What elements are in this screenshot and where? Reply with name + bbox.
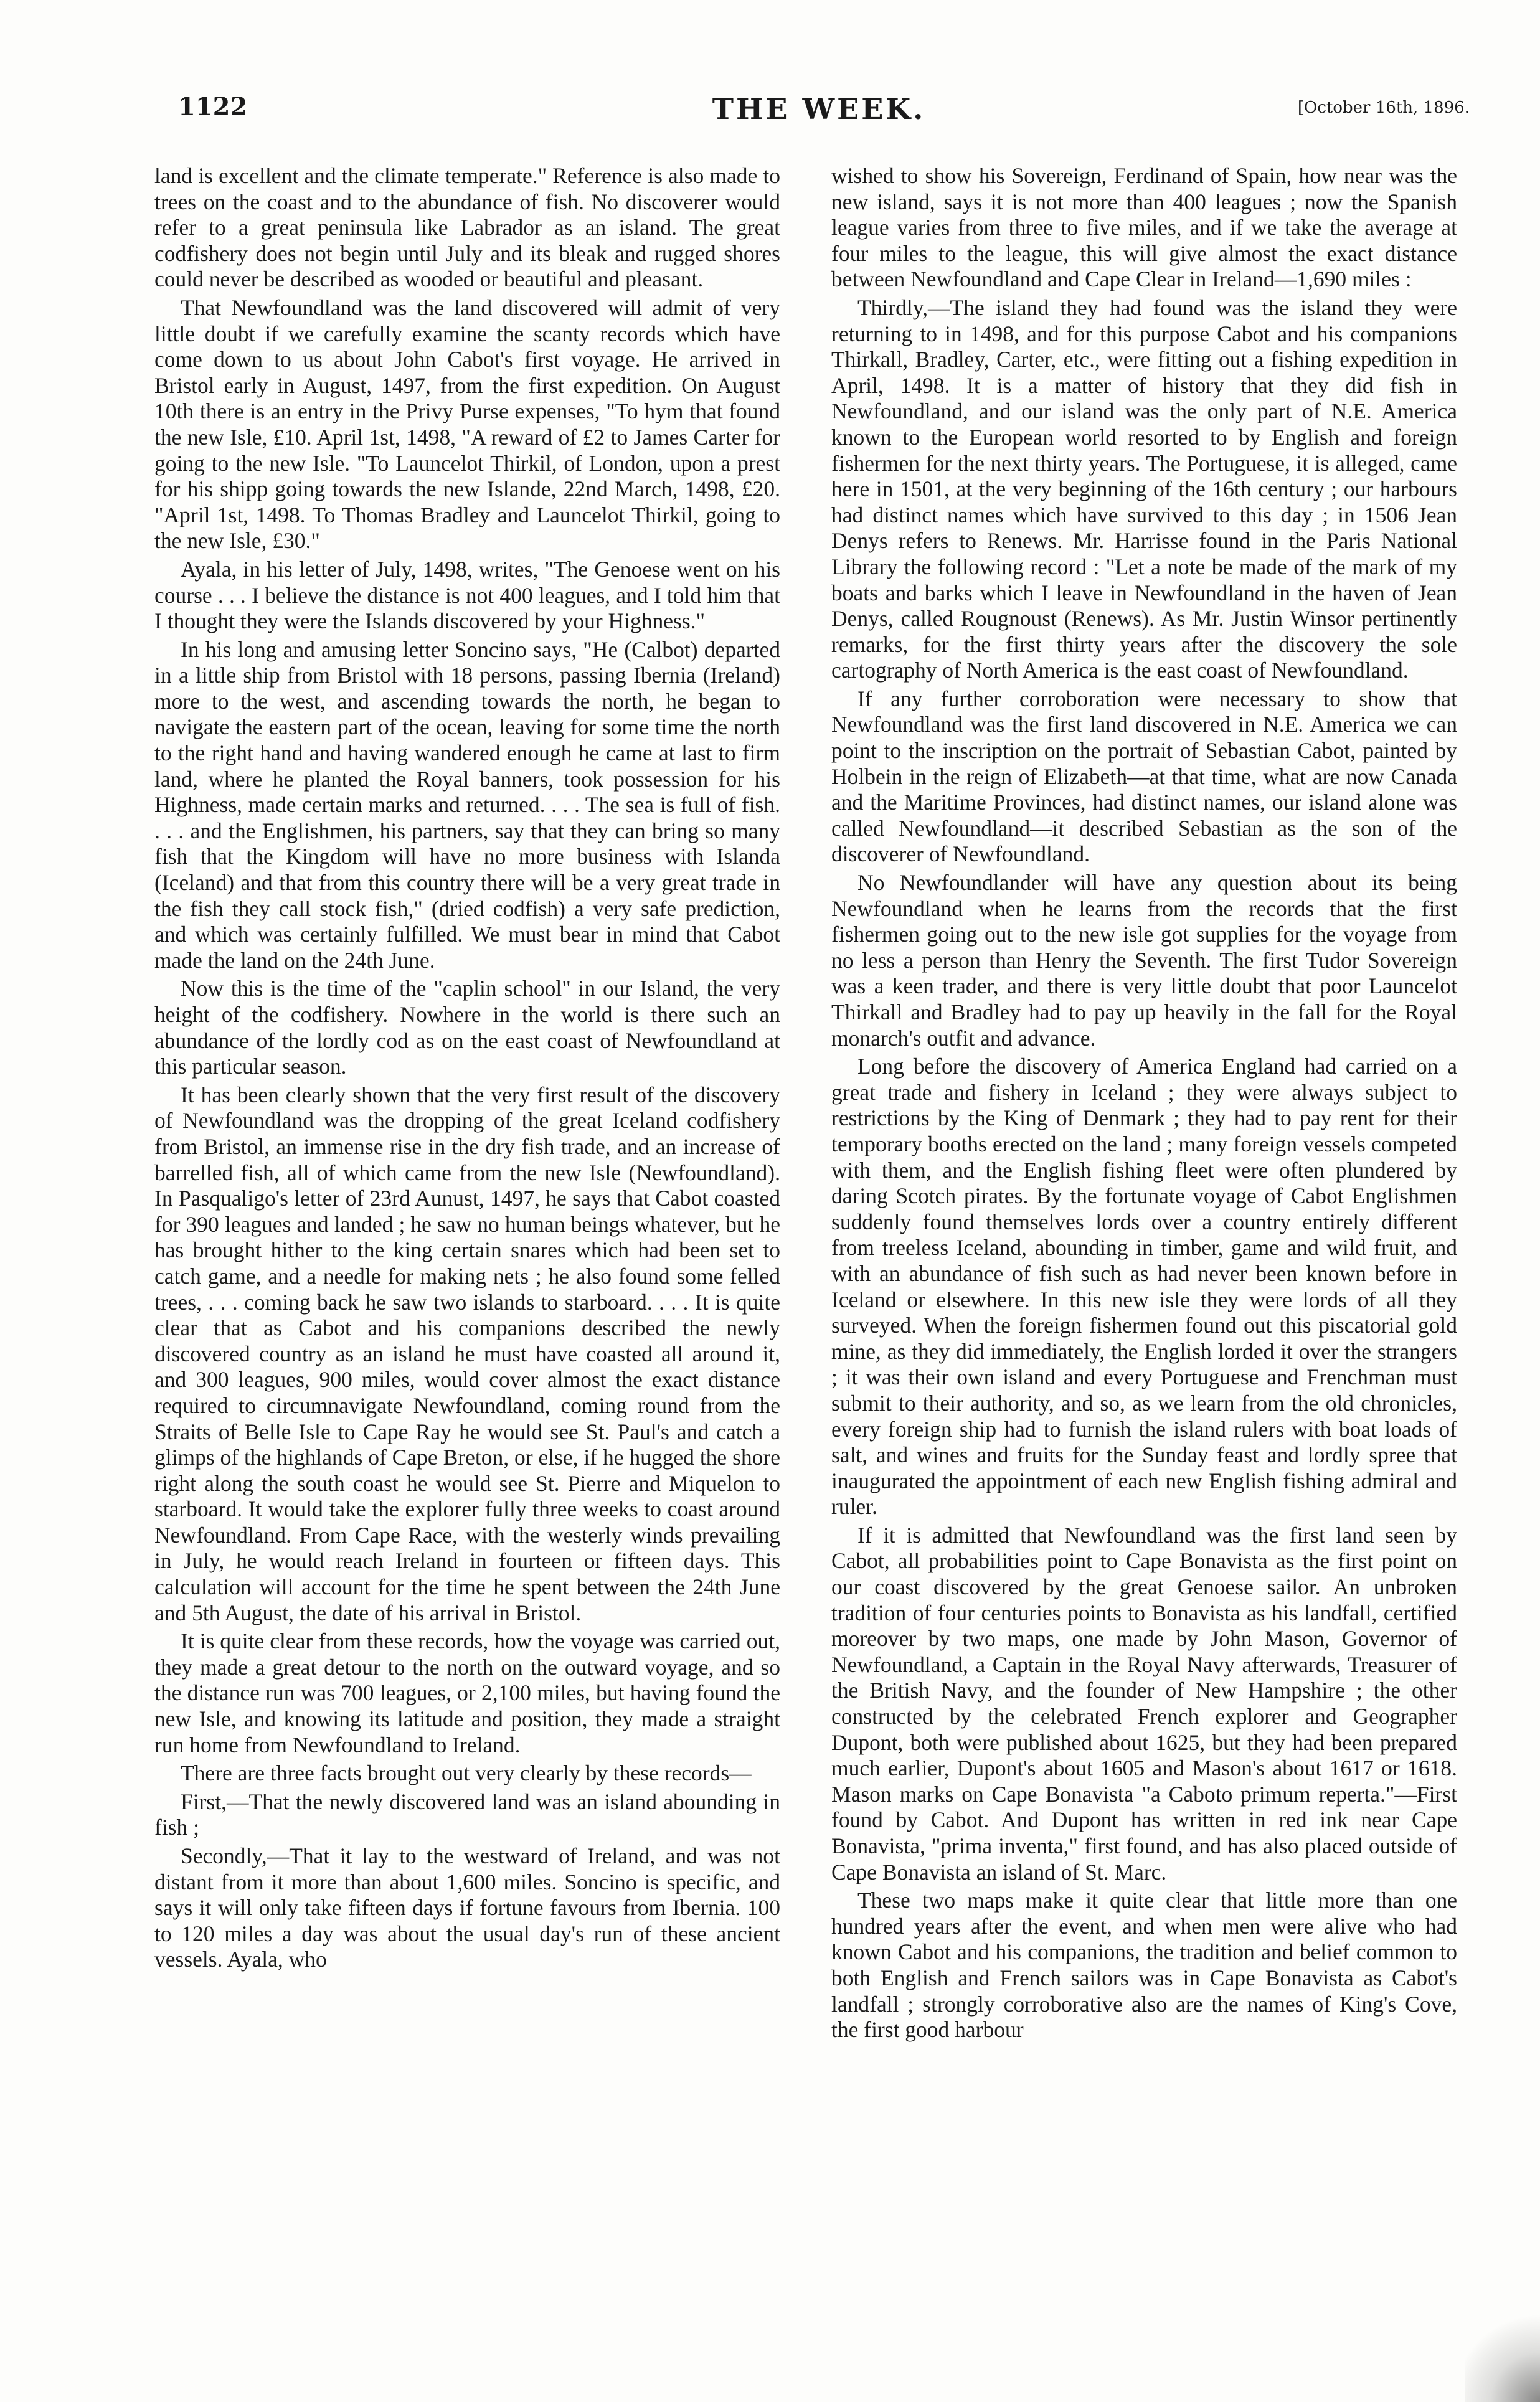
paragraph: wished to show his Sovereign, Ferdinand of Spain, how near was the new island, says it is not more than 400 leagues ; now the Spanish league varies from three to five miles, and if we take the average at four miles to the league, this will give almost the exact distance between Newfoundland and Cape Clear in Ireland—1,690 miles : (831, 163, 1457, 292)
issue-date: [October 16th, 1896. (1297, 98, 1470, 117)
paragraph: Secondly,—That it lay to the westward of Ireland, and was not distant from it more than about 1,600 miles. Soncino is specific, and says it will only take fifteen days if fortune favours from Ibernia. 100 to 120 miles a day was about the usual day's run of these ancient vessels. Ayala, who (154, 1843, 780, 1972)
paragraph: Thirdly,—The island they had found was the island they were returning to in 1498, and for this purpose Cabot and his companions Thirkall, Bradley, Carter, etc., were fitting out a fishing expedition in April, 1498. It is a matter of history that they did fish in Newfoundland, and our island was the only part of N.E. America known to the European world resorted to by English and foreign fishermen for the next thirty years. The Portuguese, it is alleged, came here in 1501, at the very beginning of the 16th century ; our harbours had distinct names which have survived to this day ; in 1506 Jean Denys refers to Renews. Mr. Harrisse found in the Paris National Library the following record : "Let a note be made of the mark of my boats and barks which I leave in Newfoundland in the haven of Jean Denys, called Rougnoust (Renews). As Mr. Justin Winsor pertinently remarks, for the first thirty years after the discovery the sole cartography of North America is the east coast of Newfoundland. (831, 295, 1457, 683)
paragraph: First,—That the newly discovered land was an island abounding in fish ; (154, 1789, 780, 1840)
paragraph: land is excellent and the climate temperate." Reference is also made to trees on the coast and to the abundance of fish. No discoverer would refer to a great peninsula like Labrador as an island. The great codfishery does not begin until July and its bleak and rugged shores could never be described as wooded or beautiful and pleasant. (154, 163, 780, 292)
masthead (168, 92, 1470, 136)
paragraph: These two maps make it quite clear that little more than one hundred years after the event, and when men were alive who had known Cabot and his companions, the tradition and belief common to both English and French sailors was in Cape Bonavista as Cabot's landfall ; strongly corroborative also are the names of King's Cove, the first good harbour (831, 1888, 1457, 2043)
right-column (831, 163, 1457, 2368)
paragraph: If it is admitted that Newfoundland was the first land seen by Cabot, all probabilities point to Cape Bonavista as the first point on our coast discovered by the great Genoese sailor. An unbroken tradition of four centuries points to Bonavista as his landfall, certified moreover by two maps, one made by John Mason, Governor of Newfoundland, a Captain in the Royal Navy afterwards, Treasurer of the British Navy, and the founder of New Hampshire ; the other constructed by the celebrated French explorer and Geographer Dupont, both were published about 1625, but they had been prepared much earlier, Dupont's about 1605 and Mason's about 1617 or 1618. Mason marks on Cape Bonavista "a Caboto primum reperta."—First found by Cabot. And Dupont has written in red ink near Cape Bonavista, "prima inventa," first found, and has also placed outside of Cape Bonavista an island of St. Marc. (831, 1522, 1457, 1884)
paragraph: In his long and amusing letter Soncino says, "He (Calbot) departed in a little ship from Bristol with 18 persons, passing Ibernia (Ireland) more to the west, and ascending towards the north, he began to navigate the eastern part of the ocean, leaving for some time the north to the right hand and having wandered enough he came at last to firm land, where he planted the Royal banners, took possession for his Highness, made certain marks and returned. . . . The sea is full of fish. . . . and the Englishmen, his partners, say that they can bring so many fish that the Kingdom will have no more business with Islanda (Iceland) and that from this country there will be a very great trade in the fish they call stock fish," (dried codfish) a very safe prediction, and which was certainly fulfilled. We must bear in mind that Cabot made the land on the 24th June. (154, 636, 780, 973)
paragraph: Long before the discovery of America England had carried on a great trade and fishery in Iceland ; they were always subject to restrictions by the King of Denmark ; they had to pay rent for their temporary booths erected on the land ; many foreign vessels competed with them, and the English fishing fleet were often plundered by daring Scotch pirates. By the fortunate voyage of Cabot Englishmen suddenly found themselves lords over a country entirely different from treeless Iceland, abounding in timber, game and wild fruit, and with an abundance of fish such as had never been known before in Iceland or elsewhere. In this new isle they were lords of all they surveyed. When the foreign fishermen found out this piscatorial gold mine, as they did immediately, the English lorded it over the strangers ; it was their own island and every Portuguese and Frenchman must submit to their authority, and so, as we learn from the old chronicles, every foreign ship had to furnish the island rulers with boat loads of salt, and wines and fruits for the Sunday feast and lordly spree that inaugurated the appointment of each new English fishing admiral and ruler. (831, 1054, 1457, 1520)
page-number: 1122 (178, 92, 248, 121)
scan-artifact (1465, 2302, 1540, 2402)
paragraph: Now this is the time of the "caplin school" in our Island, the very height of the codfishery. Nowhere in the world is there such an abundance of the lordly cod as on the east coast of Newfoundland at this particular season. (154, 976, 780, 1079)
paragraph: There are three facts brought out very clearly by these records— (181, 1761, 752, 1786)
paragraph: That Newfoundland was the land discovered will admit of very little doubt if we carefully examine the scanty records which have come down to us about John Cabot's first voyage. He arrived in Bristol early in August, 1497, from the first expedition. On August 10th there is an entry in the Privy Purse expenses, "To hym that found the new Isle, £10. April 1st, 1498, "A reward of £2 to James Carter for going to the new Isle. "To Launcelot Thirkil, of London, upon a prest for his shipp going towards the new Islande, 22nd March, 1498, £20. "April 1st, 1498. To Thomas Bradley and Launcelot Thirkil, going to the new Isle, £30." (154, 295, 780, 554)
paragraph: No Newfoundlander will have any question about its being Newfoundland when he learns from the records that the first fishermen going out to the new isle got supplies for the voyage from no less a person than Henry the Seventh. The first Tudor Sovereign was a keen trader, and there is very little doubt that poor Launcelot Thirkall and Bradley had to pay up heavily in the fall for the Royal monarch's outfit and advance. (831, 870, 1457, 1051)
paragraph: Ayala, in his letter of July, 1498, writes, "The Genoese went on his course . . . I believe the distance is not 400 leagues, and I told him that I thought they were the Islands discovered by your Highness." (154, 556, 780, 634)
journal-title: THE WEEK. (712, 92, 926, 126)
paragraph: It is quite clear from these records, how the voyage was carried out, they made a great detour to the north on the outward voyage, and so the distance run was 700 leagues, or 2,100 miles, but having found the new Isle, and knowing its latitude and position, they made a straight run home from Newfoundland to Ireland. (154, 1629, 780, 1757)
paragraph: It has been clearly shown that the very first result of the discovery of Newfoundland was the dropping of the great Iceland codfishery from Bristol, an immense rise in the dry fish trade, and an increase of barrelled fish, all of which came from the new Isle (Newfoundland). In Pasqualigo's letter of 23rd Aunust, 1497, he says that Cabot coasted for 390 leagues and landed ; he saw no human beings whatever, but he has brought hither to the king certain snares which had been set to catch game, and a needle for making nets ; he also found some felled trees, . . . coming back he saw two islands to starboard. . . . It is quite clear that as Cabot and his companions described the newly discovered country as an island he must have coasted all around it, and 300 leagues, 900 miles, would cover almost the exact distance required to circumnavigate Newfoundland, coming round from the Straits of Belle Isle to Cape Ray he would see St. Paul's and catch a glimps of the highlands of Cape Breton, or else, if he hugged the shore right along the south coast he would see St. Pierre and Miquelon to starboard. It would take the explorer fully three weeks to coast around Newfoundland. From Cape Race, with the westerly winds prevailing in July, he would reach Ireland in fourteen or fifteen days. This calculation will account for the time he spent between the 24th June and 5th August, the date of his arrival in Bristol. (154, 1082, 780, 1625)
paragraph: If any further corroboration were necessary to show that Newfoundland was the first land discovered in N.E. America we can point to the inscription on the portrait of Sebastian Cabot, painted by Holbein in the reign of Elizabeth—at that time, what are now Canada and the Maritime Provinces, had distinct names, our island alone was called Newfoundland—it described Sebastian as the son of the discoverer of Newfoundland. (831, 686, 1457, 867)
left-column (154, 163, 780, 2368)
